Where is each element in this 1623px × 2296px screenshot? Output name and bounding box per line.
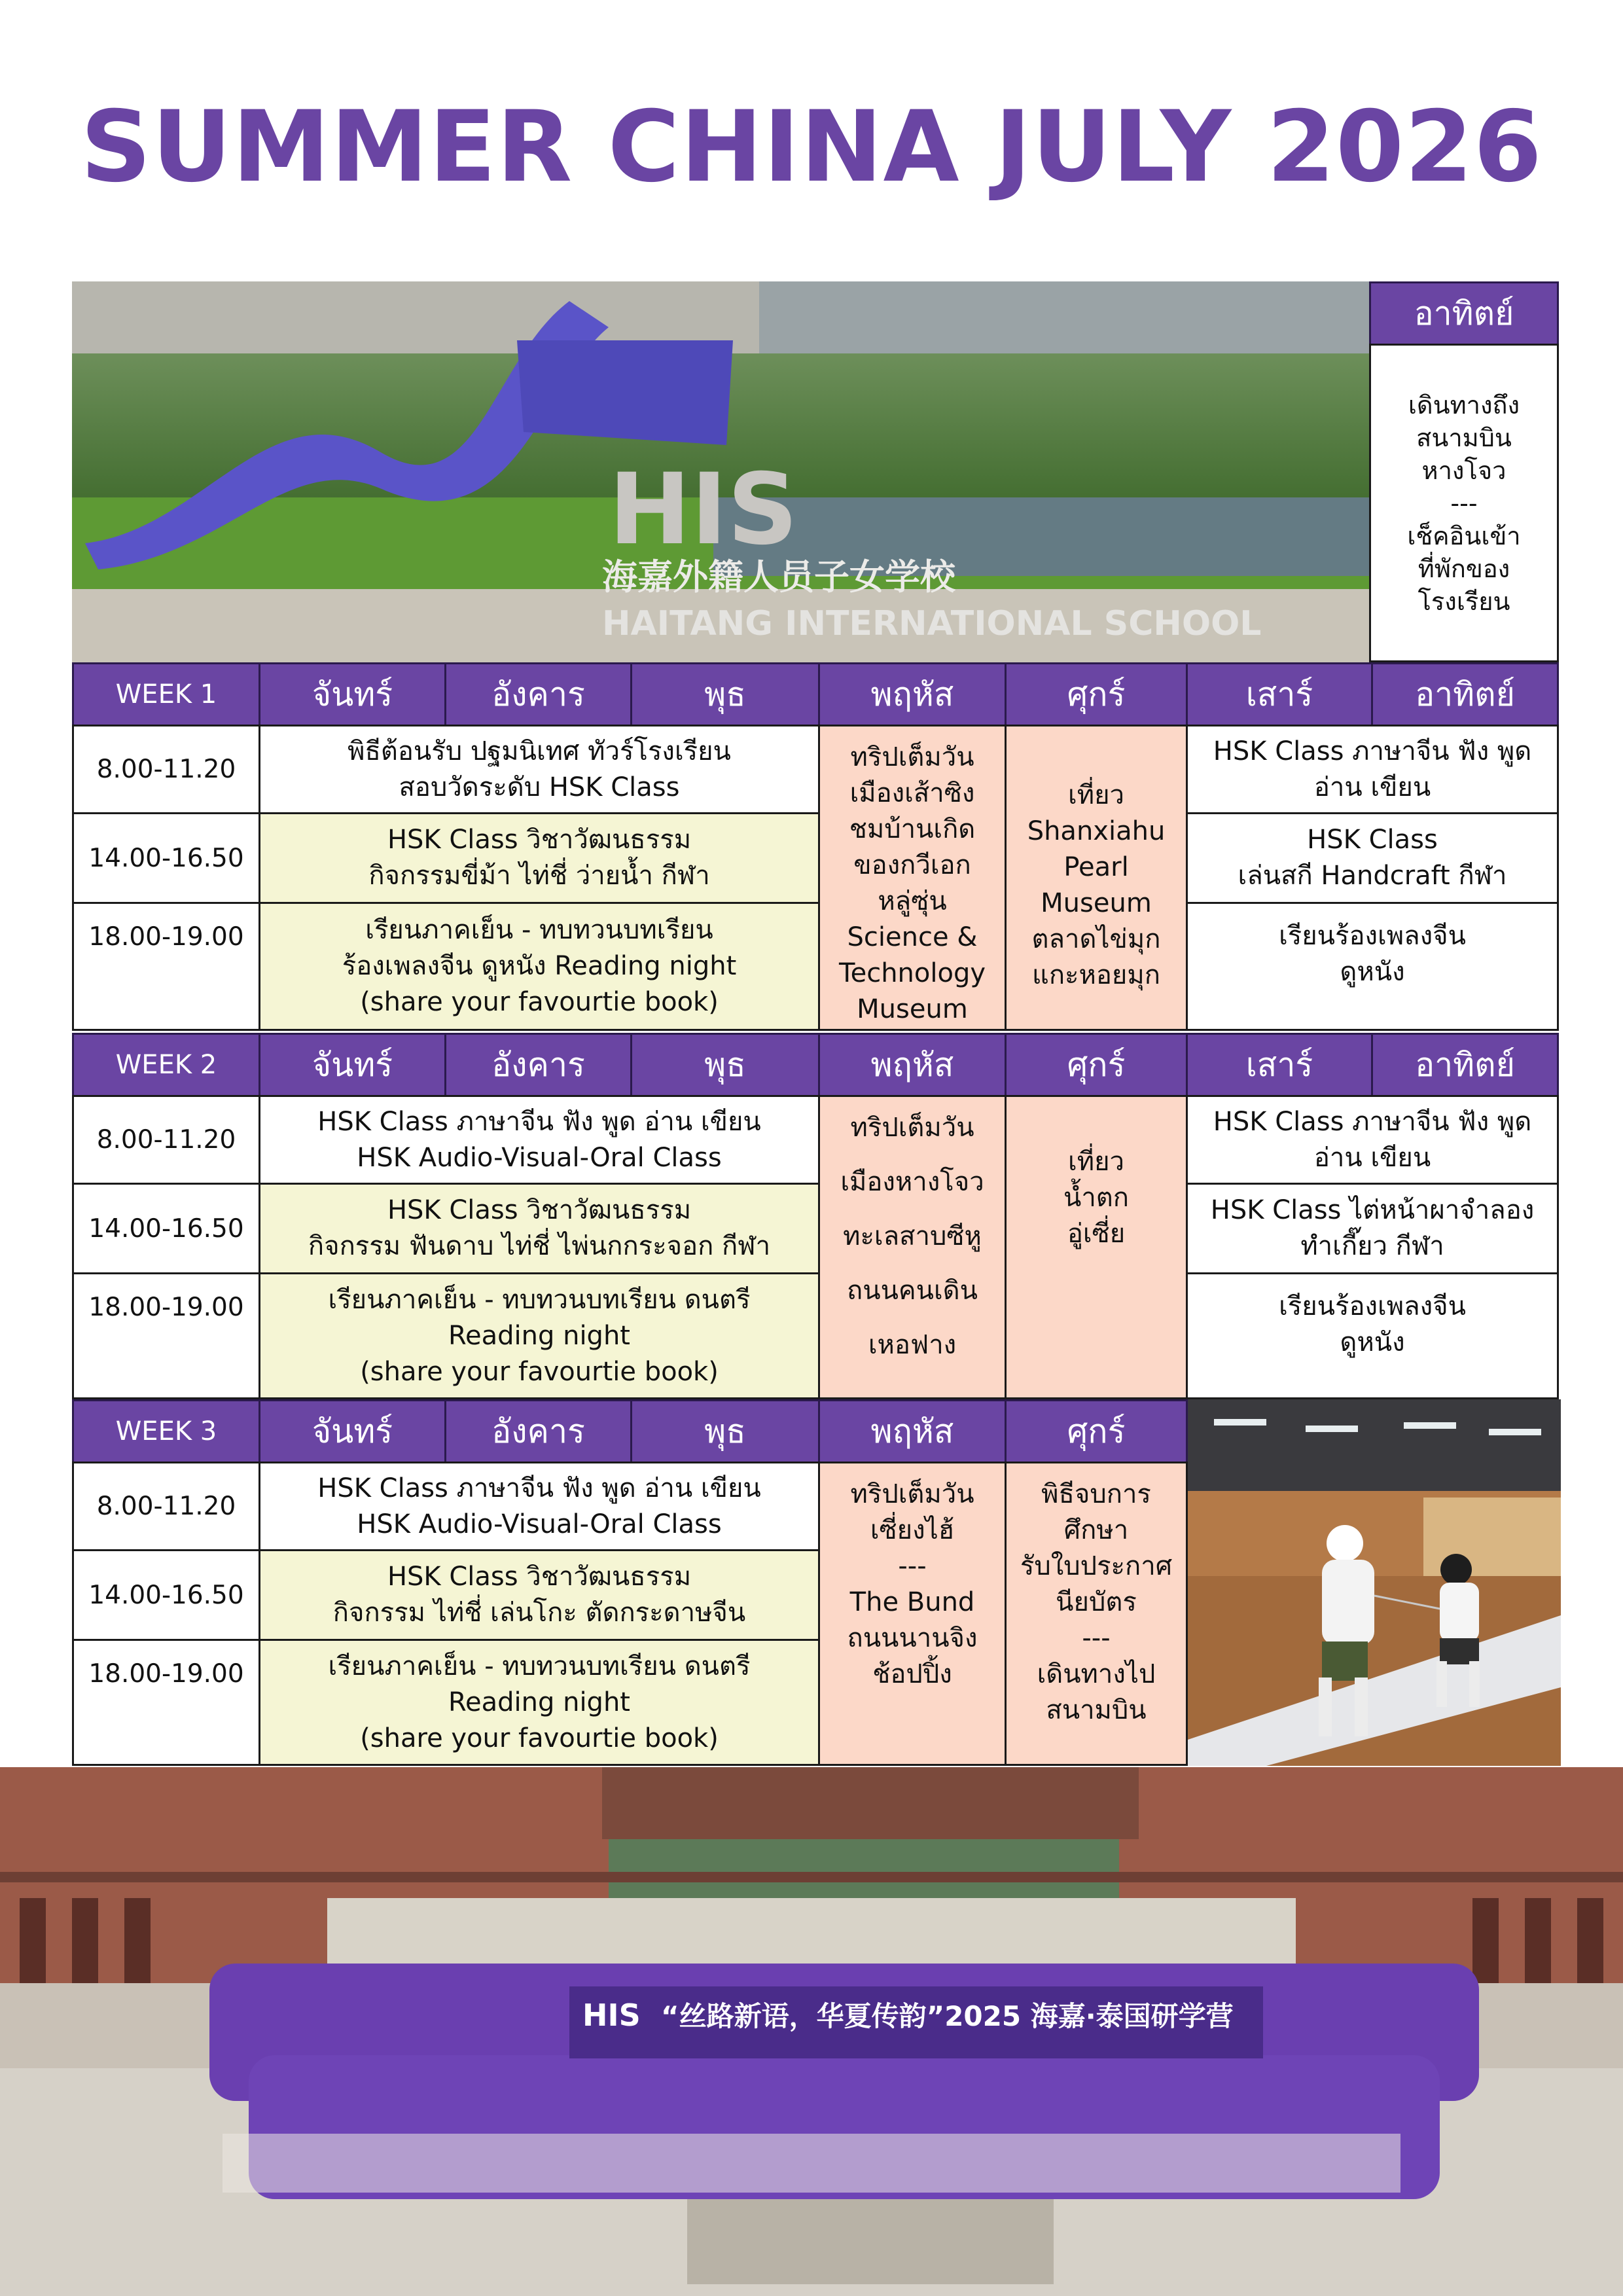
activity-line: HSK Class ไต่หน้าผาจำลอง [1210,1195,1535,1225]
week2-label: WEEK 2 [72,1033,260,1097]
week2-header-thu: พฤหัส [818,1033,1007,1097]
activity-line: ถนนนานจิง [847,1623,978,1653]
school-entrance-photo [72,281,1369,662]
activity-line: กิจกรรม ฟันดาบ ไท่ชี่ ไพ่นกกระจอก กีฬา [308,1231,771,1261]
week1-weekend-evening [1186,902,1559,1031]
svg-text:HAITANG INTERNATIONAL SCHOOL: HAITANG INTERNATIONAL SCHOOL [602,604,1262,643]
week1-morning-activity [259,725,820,814]
week1-weekend-afternoon [1186,812,1559,904]
week1-header-wed: พุธ [630,662,820,726]
activity-line: HSK Audio-Visual-Oral Class [357,1142,722,1173]
activity-line: ทะเลสาบซีหู [843,1221,982,1251]
week1-time-afternoon: 14.00-16.50 [72,812,260,904]
week1-friday-trip [1005,725,1188,1031]
week2-friday-trip [1005,1095,1188,1399]
arrival-line: สนามบิน [1416,423,1512,452]
week1-time-morning: 8.00-11.20 [72,725,260,814]
arrival-line: ที่พักของ [1418,554,1510,583]
week1-afternoon-activity [259,812,820,904]
activity-line: --- [898,1551,927,1581]
arrival-line: เช็คอินเข้า [1407,521,1521,550]
activity-line: เหอฟาง [868,1330,957,1360]
week3-label: WEEK 3 [72,1399,260,1463]
week1-header-fri: ศุกร์ [1005,662,1188,726]
activity-line: ทริปเต็มวัน [850,1113,974,1143]
svg-text:HIS: HIS [582,1998,641,2033]
week3-time-evening: 18.00-19.00 [72,1639,260,1766]
week2-time-morning: 8.00-11.20 [72,1095,260,1185]
activity-line: (share your favourtie book) [360,1723,719,1753]
week3-afternoon-activity [259,1549,820,1641]
week1-time-evening: 18.00-19.00 [72,902,260,1031]
activity-line: The Bund [849,1587,975,1617]
activity-line: ดูหนัง [1340,1327,1405,1357]
activity-line: Technology [838,958,986,988]
arrival-line: โรงเรียน [1418,586,1510,616]
activity-line: --- [1082,1623,1111,1653]
activity-line: Shanxiahu [1027,816,1166,846]
activity-line: เที่ยว [1068,1147,1124,1177]
week1-thursday-trip [818,725,1007,1031]
activity-line: สนามบิน [1046,1695,1147,1725]
week3-header-tue: อังคาร [444,1399,632,1463]
activity-line: ถนนคนเดิน [847,1276,978,1306]
week2-header-sat: เสาร์ [1186,1033,1373,1097]
arrival-day-header: อาทิตย์ [1369,281,1559,346]
activity-line: อู่เซี่ย [1067,1219,1126,1249]
activity-line: เรียนภาคเย็น - ทบทวนบทเรียน ดนตรี [328,1651,751,1681]
activity-line: HSK Class วิชาวัฒนธรรม [387,825,692,855]
week3-morning-activity [259,1462,820,1551]
activity-line: HSK Audio-Visual-Oral Class [357,1509,722,1539]
activity-line: ช้อปปิ้ง [872,1659,952,1689]
activity-line: ทริปเต็มวัน [850,742,974,772]
activity-line: เรียนภาคเย็น - ทบทวนบทเรียน [365,915,713,945]
week1-header-sun: อาทิตย์ [1371,662,1559,726]
activity-line: เดินทางไป [1037,1659,1156,1689]
arrival-line: หางโจว [1421,456,1507,485]
week2-header-sun: อาทิตย์ [1371,1033,1559,1097]
week1-label: WEEK 1 [72,662,260,726]
activity-line: เมืองเส้าซิง [849,778,975,808]
svg-text:“丝路新语，华夏传韵”2025 海嘉·泰国研学营: “丝路新语，华夏传韵”2025 海嘉·泰国研学营 [661,2000,1234,2032]
activity-line: พิธีต้อนรับ ปฐมนิเทศ ทัวร์โรงเรียน [348,736,731,766]
page-title: SUMMER CHINA JULY 2026 [80,90,1543,204]
week2-evening-activity [259,1272,820,1399]
week2-afternoon-activity [259,1183,820,1274]
arrival-line: --- [1450,488,1478,518]
activity-line: เซี่ยงไฮ้ [870,1515,955,1545]
activity-line: HSK Class [1307,825,1438,855]
activity-line: สอบวัดระดับ HSK Class [399,772,680,802]
activity-line: ร้องเพลงจีน ดูหนัง Reading night [342,951,737,981]
week2-time-evening: 18.00-19.00 [72,1272,260,1399]
week3-time-afternoon: 14.00-16.50 [72,1549,260,1641]
activity-line: Science & [847,922,978,952]
activity-line: แกะหอยมุก [1032,960,1160,990]
activity-line: เที่ยว [1068,780,1124,810]
week3-header-thu: พฤหัส [818,1399,1007,1463]
activity-line: Pearl [1063,852,1129,882]
activity-line: นียบัตร [1056,1587,1137,1617]
activity-line: HSK Class ภาษาจีน ฟัง พูด อ่าน เขียน [317,1473,761,1503]
activity-line: อ่าน เขียน [1313,772,1431,802]
activity-line: ของกวีเอก [853,850,971,880]
activity-line: กิจกรรมขี่ม้า ไท่ชี่ ว่ายน้ำ กีฬา [368,861,710,891]
arrival-line: เดินทางถึง [1408,390,1520,420]
group-banner [569,1986,1263,2058]
activity-line: พิธีจบการ [1041,1479,1151,1509]
week1-header-tue: อังคาร [444,662,632,726]
activity-line: เมืองหางโจว [840,1167,984,1197]
activity-line: ตลาดไข่มุก [1031,924,1161,954]
activity-line: เล่นสกี Handcraft กีฬา [1238,861,1507,891]
week2-weekend-afternoon [1186,1183,1559,1274]
group-photo [0,1767,1623,2296]
activity-line: ดูหนัง [1340,957,1405,987]
activity-line: HSK Class ภาษาจีน ฟัง พูด [1213,736,1532,766]
week2-header-wed: พุธ [630,1033,820,1097]
week2-header-fri: ศุกร์ [1005,1033,1188,1097]
week1-weekend-morning [1186,725,1559,814]
activity-line: Museum [857,994,968,1024]
week2-header-tue: อังคาร [444,1033,632,1097]
activity-line: Reading night [448,1687,630,1717]
activity-line: กิจกรรม ไท่ชี่ เล่นโกะ ตัดกระดาษจีน [332,1598,746,1628]
activity-line: (share your favourtie book) [360,1356,719,1387]
week2-header-mon: จันทร์ [259,1033,446,1097]
week1-evening-activity [259,902,820,1031]
activity-line: ศึกษา [1063,1515,1129,1545]
activity-line: ทริปเต็มวัน [850,1479,974,1509]
week1-header-mon: จันทร์ [259,662,446,726]
week2-weekend-morning [1186,1095,1559,1185]
activity-line: HSK Class ภาษาจีน ฟัง พูด อ่าน เขียน [317,1106,761,1137]
activity-line: Reading night [448,1320,630,1351]
week3-evening-activity [259,1639,820,1766]
week2-morning-activity [259,1095,820,1185]
week3-header-wed: พุธ [630,1399,820,1463]
activity-line: (share your favourtie book) [360,987,719,1017]
week2-time-afternoon: 14.00-16.50 [72,1183,260,1274]
week1-header-sat: เสาร์ [1186,662,1373,726]
week3-thursday-trip [818,1462,1007,1766]
week3-time-morning: 8.00-11.20 [72,1462,260,1551]
activity-line: ชมบ้านเกิด [849,814,976,844]
activity-line: อ่าน เขียน [1313,1142,1431,1173]
activity-line: HSK Class วิชาวัฒนธรรม [387,1562,692,1592]
activity-line: Museum [1041,888,1152,918]
fencing-photo [1188,1399,1561,1766]
svg-text:HIS: HIS [609,453,798,567]
activity-line: เรียนร้องเพลงจีน [1279,921,1466,951]
week3-friday-program [1005,1462,1188,1766]
week3-header-mon: จันทร์ [259,1399,446,1463]
arrival-activity [1369,344,1559,662]
activity-line: เรียนร้องเพลงจีน [1279,1291,1466,1321]
activity-line: รับใบประกาศ [1020,1551,1173,1581]
week3-header-fri: ศุกร์ [1005,1399,1188,1463]
week1-header-thu: พฤหัส [818,662,1007,726]
activity-line: เรียนภาคเย็น - ทบทวนบทเรียน ดนตรี [328,1284,751,1315]
activity-line: หลู่ซุ่น [878,886,947,916]
week2-thursday-trip [818,1095,1007,1399]
activity-line: HSK Class ภาษาจีน ฟัง พูด [1213,1106,1532,1137]
activity-line: ทำเกี๊ยว กีฬา [1300,1231,1444,1261]
week2-weekend-evening [1186,1272,1559,1399]
activity-line: น้ำตก [1063,1183,1129,1213]
svg-text:海嘉外籍人员子女学校: 海嘉外籍人员子女学校 [602,556,955,598]
activity-line: HSK Class วิชาวัฒนธรรม [387,1195,692,1225]
